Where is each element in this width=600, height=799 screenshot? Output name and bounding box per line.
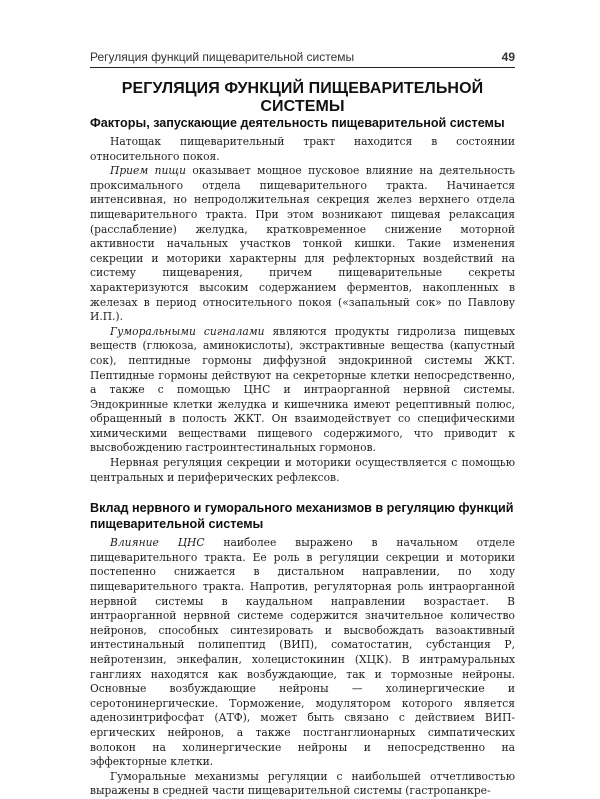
paragraph: Нервная регуляция секреции и моторики осуществляется с помощью центральных и периферических рефлексов.	[90, 456, 515, 484]
page-number: 49	[501, 50, 515, 64]
section-heading-triggers: Факторы, запускающие деятельность пищеварительной системы	[90, 116, 505, 130]
paragraph-text: наиболее выражено в начальном отделе пищеварительного тракта. Ее роль в регуляции секреции и моторики постепенно снижается в дистальном направлении, по ходу пищеварительного тракта. Напротив, регуляторная роль интраорганной нервной системы в каудальном направлении возрастает. В интраорганной нервной системе содержится значительное количество нейронов, способных синтезировать и высвобождать вазоактивный интестинальный полипептид (ВИП), соматостатин, субстанция Р, нейротензин, энкефалин, холецистокинин (ХЦК). В интрамуральных ганглиях находятся как возбуждающие, так и тормозные нейроны. Основные возбуждающие нейроны — холинергические и серотонинергические. Торможение, модулятором которого является аденозинтрифосфат (АТФ), может быть связано с действием ВИП-ергических нейронов, а также постганглионарных симпатических волокон на холинергические нейроны и непосредственно на эффекторные клетки.	[90, 536, 515, 769]
paragraph-text: являются продукты гидролиза пищевых веществ (глюкоза, аминокислоты), экстрактивные вещества (капустный сок), пептидные гормоны диффузной эндокринной системы ЖКТ. Пептидные гормоны действуют на секреторные клетки непосредственно, а также с помощью ЦНС и интраорганной нервной системы. Эндокринные клетки желудка и кишечника имеют рецептивный полюс, обращенный в полость ЖКТ. Он взаимодействует со специфическими химическими веществами пищевого содержимого, что приводит к высвобождению гастроинтестинальных гормонов.	[90, 324, 515, 455]
paragraph: Натощак пищеварительный тракт находится в состоянии относительного покоя.	[90, 135, 515, 163]
chapter-title: РЕГУЛЯЦИЯ ФУНКЦИЙ ПИЩЕВАРИТЕЛЬНОЙ СИСТЕМЫ	[121, 80, 484, 115]
paragraph	[90, 536, 515, 770]
italic-lead-term: Гуморальными сигналами	[110, 324, 265, 338]
paragraph	[90, 325, 515, 456]
section-heading-mechanisms: Вклад нервного и гуморального механизмов в регуляцию функций пищеварительной системы	[90, 501, 514, 532]
running-head-title: Регуляция функций пищеварительной системы	[90, 50, 355, 64]
page-content	[90, 115, 515, 799]
paragraph-text: оказывает мощное пусковое влияние на деятельность проксимального отдела пищеварительного тракта. Начинается интенсивная, но непродолжительная секреция желез верхнего отдела пищеварительного тракта. При этом возникают пищевая релаксация (расслабление) желудка, кратковременное снижение моторной активности начальных участков тонкой кишки. Такие изменения секреции и моторики характерны для рефлекторных воздействий на систему пищеварения, причем пищеварительные секреты характеризуются высоким содержанием ферментов, накопленных в железах в период относительного покоя («запальный сок» по Павлову И.П.).	[90, 164, 515, 324]
running-head	[90, 50, 515, 68]
paragraph	[90, 164, 515, 325]
italic-lead-term: Прием пищи	[110, 164, 186, 178]
italic-lead-term: Влияние ЦНС	[110, 536, 205, 550]
paragraph: Гуморальные механизмы регуляции с наибольшей отчетливостью выражены в средней части пищеварительной системы (гастропанкре-	[90, 769, 515, 798]
